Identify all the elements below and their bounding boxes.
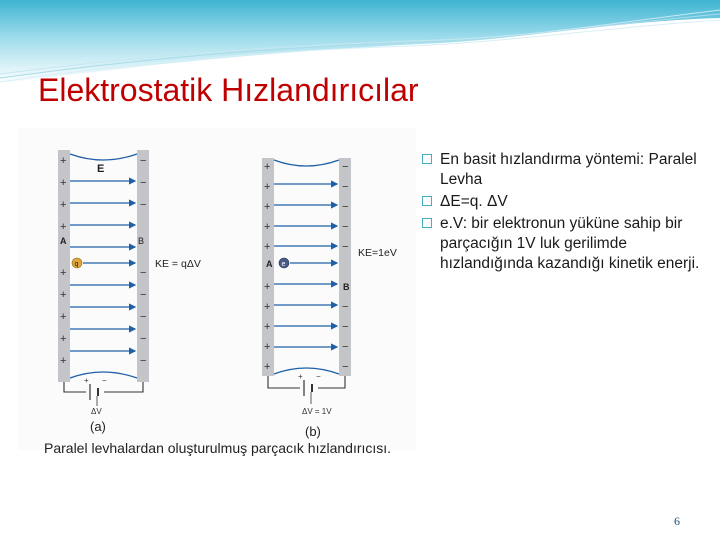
fringe-line-top-a xyxy=(70,154,137,160)
svg-text:+: + xyxy=(60,155,67,167)
svg-text:+: + xyxy=(264,221,271,233)
svg-text:+: + xyxy=(264,321,271,333)
bullet-text: ΔE=q. ΔV xyxy=(440,193,508,210)
svg-text:−: − xyxy=(140,199,147,211)
svg-text:+: + xyxy=(264,201,271,213)
battery-plus-b: + xyxy=(298,372,303,381)
svg-text:−: − xyxy=(342,301,349,313)
square-bullet-icon xyxy=(422,218,432,228)
svg-text:+: + xyxy=(264,361,271,373)
bullet-item xyxy=(420,214,710,274)
plate-label-a-left: A xyxy=(60,236,67,246)
battery-plus-a: + xyxy=(84,376,89,385)
svg-text:−: − xyxy=(140,333,147,345)
bullet-text: e.V: bir elektronun yüküne sahip bir parçacığın 1V luk gerilimde hızlandığında kazandığı kinetik enerji. xyxy=(440,215,700,272)
svg-text:+: + xyxy=(60,267,67,279)
svg-text:+: + xyxy=(60,221,67,233)
battery-minus-b: − xyxy=(316,372,321,381)
svg-text:−: − xyxy=(140,355,147,367)
slide-title: Elektrostatik Hızlandırıcılar xyxy=(38,72,419,108)
svg-text:+: + xyxy=(264,161,271,173)
svg-text:−: − xyxy=(342,161,349,173)
fringe-line-top-b xyxy=(274,160,339,166)
bullet-list xyxy=(420,150,710,276)
panel-b xyxy=(262,158,397,439)
svg-text:+: + xyxy=(264,341,271,353)
subfigure-label-b: (b) xyxy=(305,424,321,439)
battery-label-b: ΔV = 1V xyxy=(302,407,332,416)
svg-text:−: − xyxy=(342,181,349,193)
svg-text:−: − xyxy=(342,361,349,373)
bullet-text: En basit hızlandırma yöntemi: Paralel Levha xyxy=(440,151,697,188)
subfigure-label-a: (a) xyxy=(90,419,106,434)
svg-text:−: − xyxy=(342,341,349,353)
svg-text:−: − xyxy=(140,267,147,279)
bullet-item xyxy=(420,150,710,190)
parallel-plate-figure xyxy=(18,128,416,450)
svg-text:+: + xyxy=(60,289,67,301)
svg-text:+: + xyxy=(264,241,271,253)
square-bullet-icon xyxy=(422,154,432,164)
svg-text:−: − xyxy=(342,221,349,233)
plate-signs-b xyxy=(264,161,348,373)
svg-text:−: − xyxy=(342,321,349,333)
square-bullet-icon xyxy=(422,196,432,206)
bullet-item xyxy=(420,192,710,212)
figure-caption: Paralel levhalardan oluşturulmuş parçacık hızlandırıcısı. xyxy=(44,440,392,456)
battery-label-a: ΔV xyxy=(91,407,102,416)
field-label-a: E xyxy=(97,163,105,175)
panel-a xyxy=(58,150,201,434)
svg-text:−: − xyxy=(140,155,147,167)
svg-text:+: + xyxy=(264,181,271,193)
battery-minus-a: − xyxy=(102,376,107,385)
kinetic-energy-label-a: KE = qΔV xyxy=(155,258,201,270)
svg-text:+: + xyxy=(60,333,67,345)
page-number: 6 xyxy=(674,514,680,528)
svg-text:−: − xyxy=(342,241,349,253)
svg-text:−: − xyxy=(342,201,349,213)
plate-label-a-right: B xyxy=(138,236,145,246)
svg-text:+: + xyxy=(60,355,67,367)
svg-text:+: + xyxy=(60,177,67,189)
charge-label-b: e xyxy=(281,261,286,268)
svg-text:+: + xyxy=(264,301,271,313)
svg-text:−: − xyxy=(140,177,147,189)
svg-text:−: − xyxy=(140,289,147,301)
parallel-plate-diagram xyxy=(18,128,416,450)
charge-label-a: q xyxy=(74,261,79,268)
svg-text:+: + xyxy=(60,199,67,211)
plate-label-b-left: A xyxy=(266,259,273,269)
kinetic-energy-label-b: KE=1eV xyxy=(358,247,397,259)
circuit-wire-b xyxy=(268,376,345,388)
svg-text:+: + xyxy=(264,281,271,293)
svg-text:+: + xyxy=(60,311,67,323)
plate-label-b-right: B xyxy=(343,282,350,292)
svg-text:−: − xyxy=(140,311,147,323)
fringe-line-bottom-b xyxy=(274,368,339,374)
